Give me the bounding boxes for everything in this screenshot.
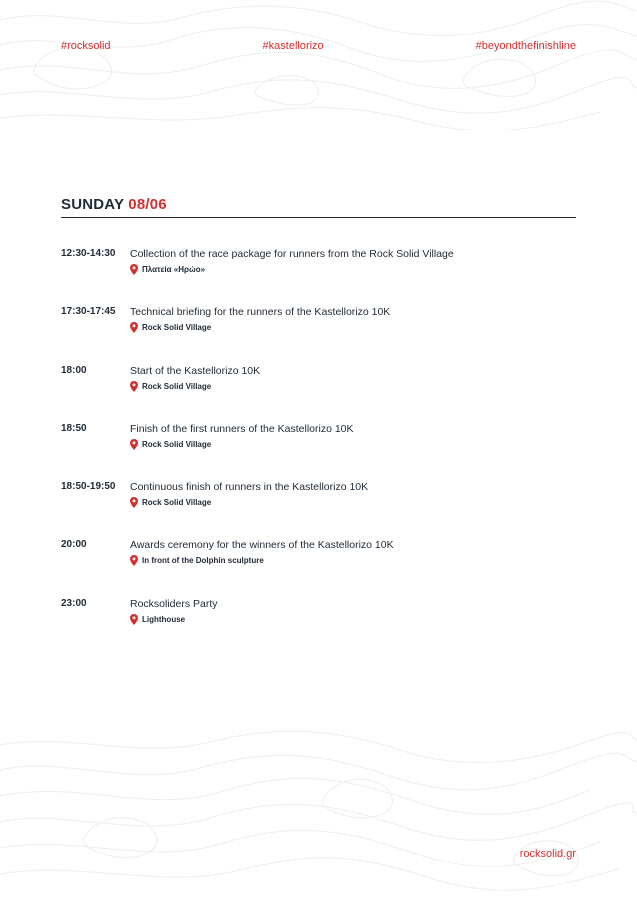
event-description: Awards ceremony for the winners of the Kastellorizo 10K [130,539,394,552]
day-date: 08/06 [128,196,167,213]
map-pin-icon [130,439,138,450]
schedule-item [61,306,576,364]
event-description: Collection of the race package for runners from the Rock Solid Village [130,248,454,260]
day-heading [61,196,167,213]
schedule-item [61,481,576,539]
map-pin-icon [130,381,138,392]
event-time: 12:30-14:30 [61,248,116,259]
schedule-item [61,423,576,481]
topographic-background-bottom [0,730,637,900]
event-location-label: Rock Solid Village [142,498,212,508]
event-location [130,555,264,566]
event-time: 18:50-19:50 [61,481,116,493]
topographic-background-top [0,0,637,130]
map-pin-icon [130,497,138,508]
event-location-label: Lighthouse [142,614,186,624]
event-description: Finish of the first runners of the Kastellorizo 10K [130,422,354,435]
event-location [130,614,185,625]
map-pin-icon [130,614,138,625]
schedule-item [61,598,576,656]
day-name: SUNDAY [61,196,124,213]
event-time: 18:50 [61,422,87,434]
event-description: Rocksoliders Party [130,597,218,610]
event-location [130,439,211,450]
event-description: Start of the Kastellorizo 10K [130,364,261,377]
event-time: 17:30-17:45 [61,306,116,318]
event-description: Technical briefing for the runners of the Kastellorizo 10K [130,306,391,319]
hashtag-rocksolid: #rocksolid [61,40,111,52]
schedule-item [61,539,576,597]
event-location [130,322,211,333]
event-description: Continuous finish of runners in the Kastellorizo 10K [130,481,369,494]
event-location-label: In front of the Dolphin sculpture [142,556,264,566]
event-location-label: Rock Solid Village [142,323,212,333]
event-location-label: Πλατεία «Ηρώο» [142,265,206,274]
map-pin-icon [130,555,138,566]
event-location [130,264,205,275]
event-location-label: Rock Solid Village [142,381,212,391]
schedule-list [61,248,576,656]
heading-divider [61,217,576,218]
event-time: 20:00 [61,539,87,551]
event-time: 23:00 [61,597,87,609]
hashtag-beyondthefinishline: #beyondthefinishline [475,40,576,52]
hashtag-kastellorizo: #kastellorizo [262,40,324,52]
event-location [130,497,211,508]
map-pin-icon [130,322,138,333]
schedule-item [61,365,576,423]
event-location [130,381,211,392]
event-location-label: Rock Solid Village [142,439,212,449]
map-pin-icon [130,264,138,275]
footer-website-link[interactable]: rocksolid.gr [519,848,576,860]
event-time: 18:00 [61,364,87,376]
schedule-item [61,248,576,306]
hashtag-bar [61,40,576,52]
